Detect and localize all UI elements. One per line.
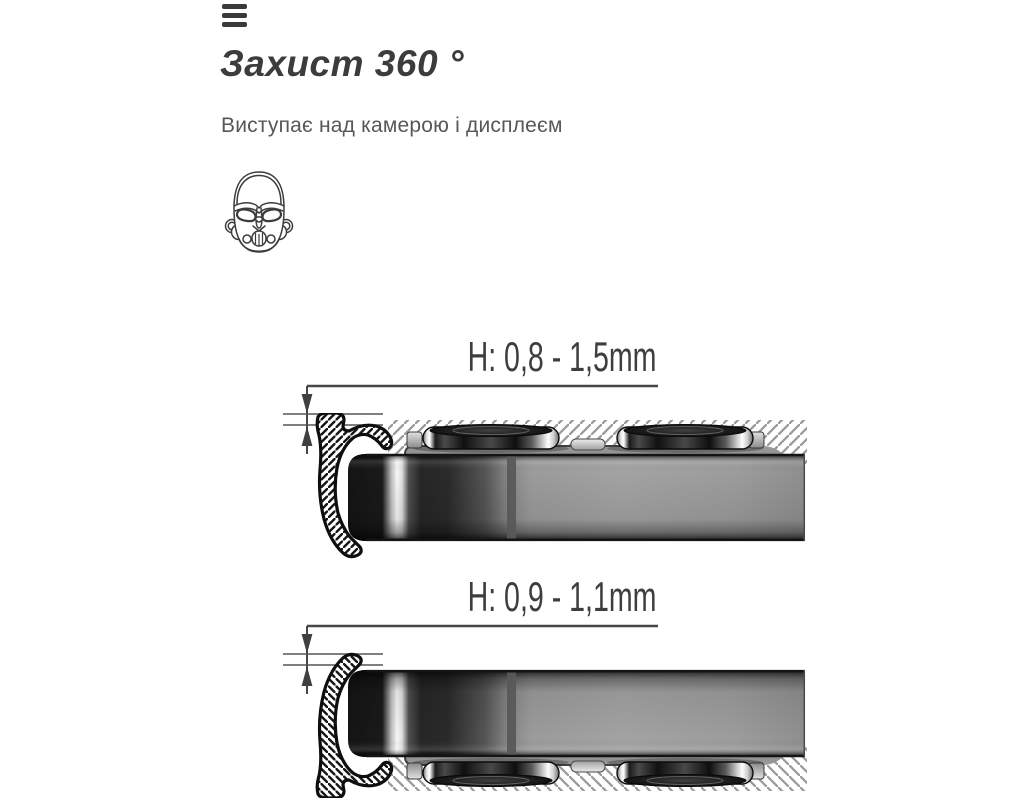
phone-case-cross-section-flipped: [283, 648, 813, 798]
phone-case-cross-section: [283, 413, 813, 563]
page-subtitle: Виступає над камерою і дисплеєм: [221, 114, 563, 137]
hamburger-bar: [222, 13, 247, 18]
page-title: Захист 360 °: [220, 43, 465, 84]
dimension-label: H: 0,8 - 1,5mm: [467, 333, 657, 380]
hamburger-bar: [222, 22, 247, 27]
diagram-display-side: [283, 573, 814, 800]
diagram-camera-side: [283, 333, 814, 570]
stormtrooper-helmet-icon: [224, 166, 294, 254]
hamburger-bar: [222, 4, 247, 9]
hamburger-icon[interactable]: [222, 4, 248, 31]
dimension-label: H: 0,9 - 1,1mm: [467, 573, 657, 620]
